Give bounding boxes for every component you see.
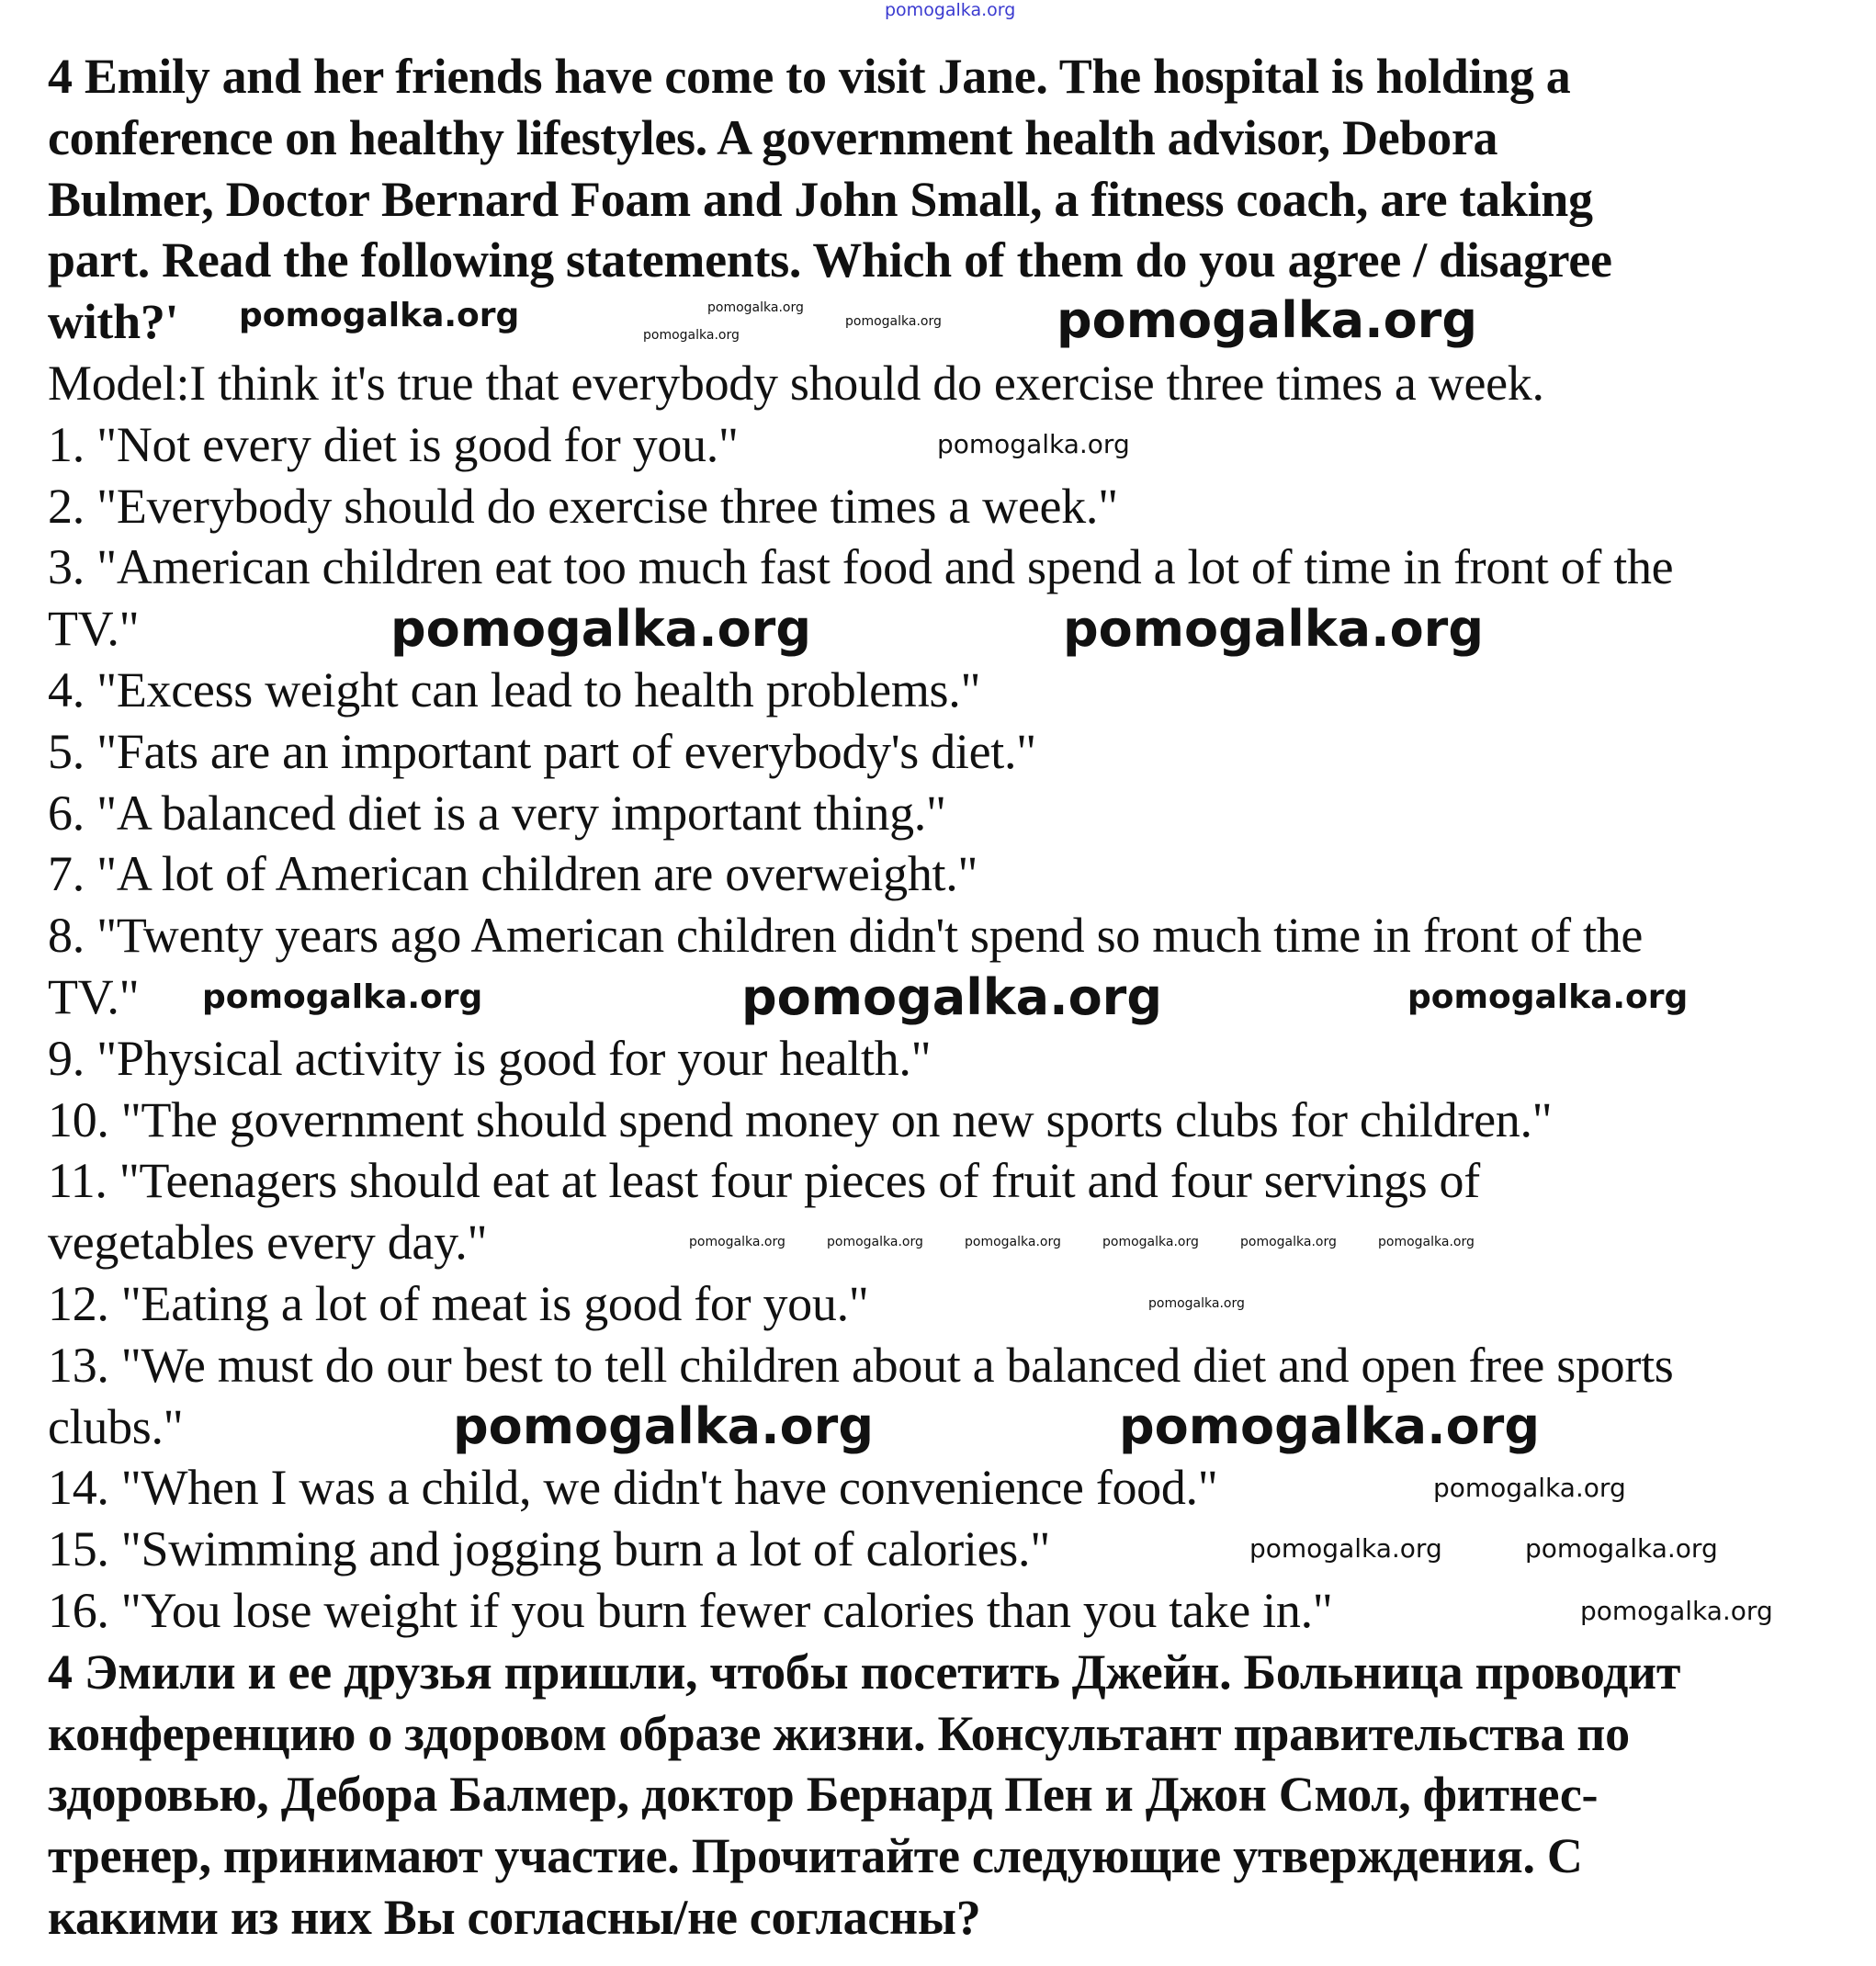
watermark: pomogalka.org	[202, 978, 483, 1016]
watermark: pomogalka.org	[845, 314, 942, 329]
statement: 4. "Excess weight can lead to health problems."	[48, 661, 981, 717]
watermark: pomogalka.org	[1240, 1235, 1337, 1249]
text-line: part. Read the following statements. Which of them do you agree / disagree	[48, 232, 1612, 288]
statement: 5. "Fats are an important part of everybody's diet."	[48, 723, 1036, 779]
statement: 7. "A lot of American children are overweight."	[48, 846, 978, 902]
watermark: pomogalka.org	[827, 1235, 923, 1249]
intro-russian	[48, 1642, 1848, 1949]
watermark: pomogalka.org	[1063, 600, 1484, 658]
statement: vegetables every day."	[48, 1215, 488, 1271]
statement: TV."	[48, 601, 140, 657]
watermark: pomogalka.org	[239, 297, 520, 334]
watermark: pomogalka.org	[707, 300, 804, 315]
statements-list	[48, 414, 1848, 1642]
watermark: pomogalka.org	[689, 1235, 785, 1249]
watermark: pomogalka.org	[937, 429, 1130, 459]
watermark: pomogalka.org	[1057, 291, 1477, 349]
statement: 8. "Twenty years ago American children didn't spend so much time in front of the	[48, 908, 1644, 964]
statement: 3. "American children eat too much fast food and spend a lot of time in front of the	[48, 539, 1674, 595]
statement: 15. "Swimming and jogging burn a lot of calories."	[48, 1521, 1050, 1577]
watermark: pomogalka.org	[1102, 1235, 1199, 1249]
text-line: 4 Эмили и ее друзья пришли, чтобы посетить Джейн. Больница проводит	[48, 1644, 1681, 1700]
watermark: pomogalka.org	[965, 1235, 1061, 1249]
watermark: pomogalka.org	[1119, 1397, 1540, 1455]
statement: TV."	[48, 968, 140, 1024]
statement: 2. "Everybody should do exercise three times a week."	[48, 478, 1118, 534]
statement: 10. "The government should spend money on new sports clubs for children."	[48, 1091, 1553, 1147]
text-line: какими из них Вы согласны/не согласны?	[48, 1889, 981, 1945]
watermark: pomogalka.org	[1580, 1596, 1773, 1626]
watermark: pomogalka.org	[390, 600, 811, 658]
watermark: pomogalka.org	[1249, 1533, 1442, 1564]
watermark: pomogalka.org	[453, 1397, 874, 1455]
watermark: pomogalka.org	[885, 0, 1016, 20]
statement: 13. "We must do our best to tell children about a balanced diet and open free sports	[48, 1337, 1674, 1393]
watermark: pomogalka.org	[1407, 978, 1689, 1016]
watermark: pomogalka.org	[1378, 1235, 1475, 1249]
text-line: тренер, принимают участие. Прочитайте следующие утверждения. С	[48, 1828, 1583, 1884]
text-line: 4 Emily and her friends have come to visit Jane. The hospital is holding a	[48, 49, 1571, 104]
text-line: здоровью, Дебора Балмер, доктор Бернард Пен и Джон Смол, фитнес-	[48, 1767, 1599, 1823]
statement: 11. "Teenagers should eat at least four pieces of fruit and four servings of	[48, 1153, 1480, 1209]
text-line: conference on healthy lifestyles. A government health advisor, Debora	[48, 109, 1498, 165]
statement: 6. "A balanced diet is a very important thing."	[48, 785, 946, 841]
statement: 16. "You lose weight if you burn fewer calories than you take in."	[48, 1582, 1333, 1638]
text-line: конференцию о здоровом образе жизни. Консультант правительства по	[48, 1705, 1630, 1761]
watermark: pomogalka.org	[1148, 1296, 1245, 1311]
statement: 1. "Not every diet is good for you."	[48, 416, 739, 472]
watermark: pomogalka.org	[741, 968, 1162, 1026]
statement: 12. "Eating a lot of meat is good for you."	[48, 1275, 869, 1331]
watermark: pomogalka.org	[1525, 1533, 1718, 1564]
model-sentence: Model:I think it's true that everybody should do exercise three times a week.	[48, 355, 1544, 411]
statement: clubs."	[48, 1398, 184, 1454]
statement: 14. "When I was a child, we didn't have convenience food."	[48, 1460, 1218, 1516]
watermark: pomogalka.org	[1433, 1473, 1626, 1503]
statement: 9. "Physical activity is good for your health."	[48, 1030, 932, 1086]
text-line: Bulmer, Doctor Bernard Foam and John Small, a fitness coach, are taking	[48, 171, 1593, 227]
watermark: pomogalka.org	[643, 328, 740, 343]
text-line: with?'	[48, 294, 179, 350]
